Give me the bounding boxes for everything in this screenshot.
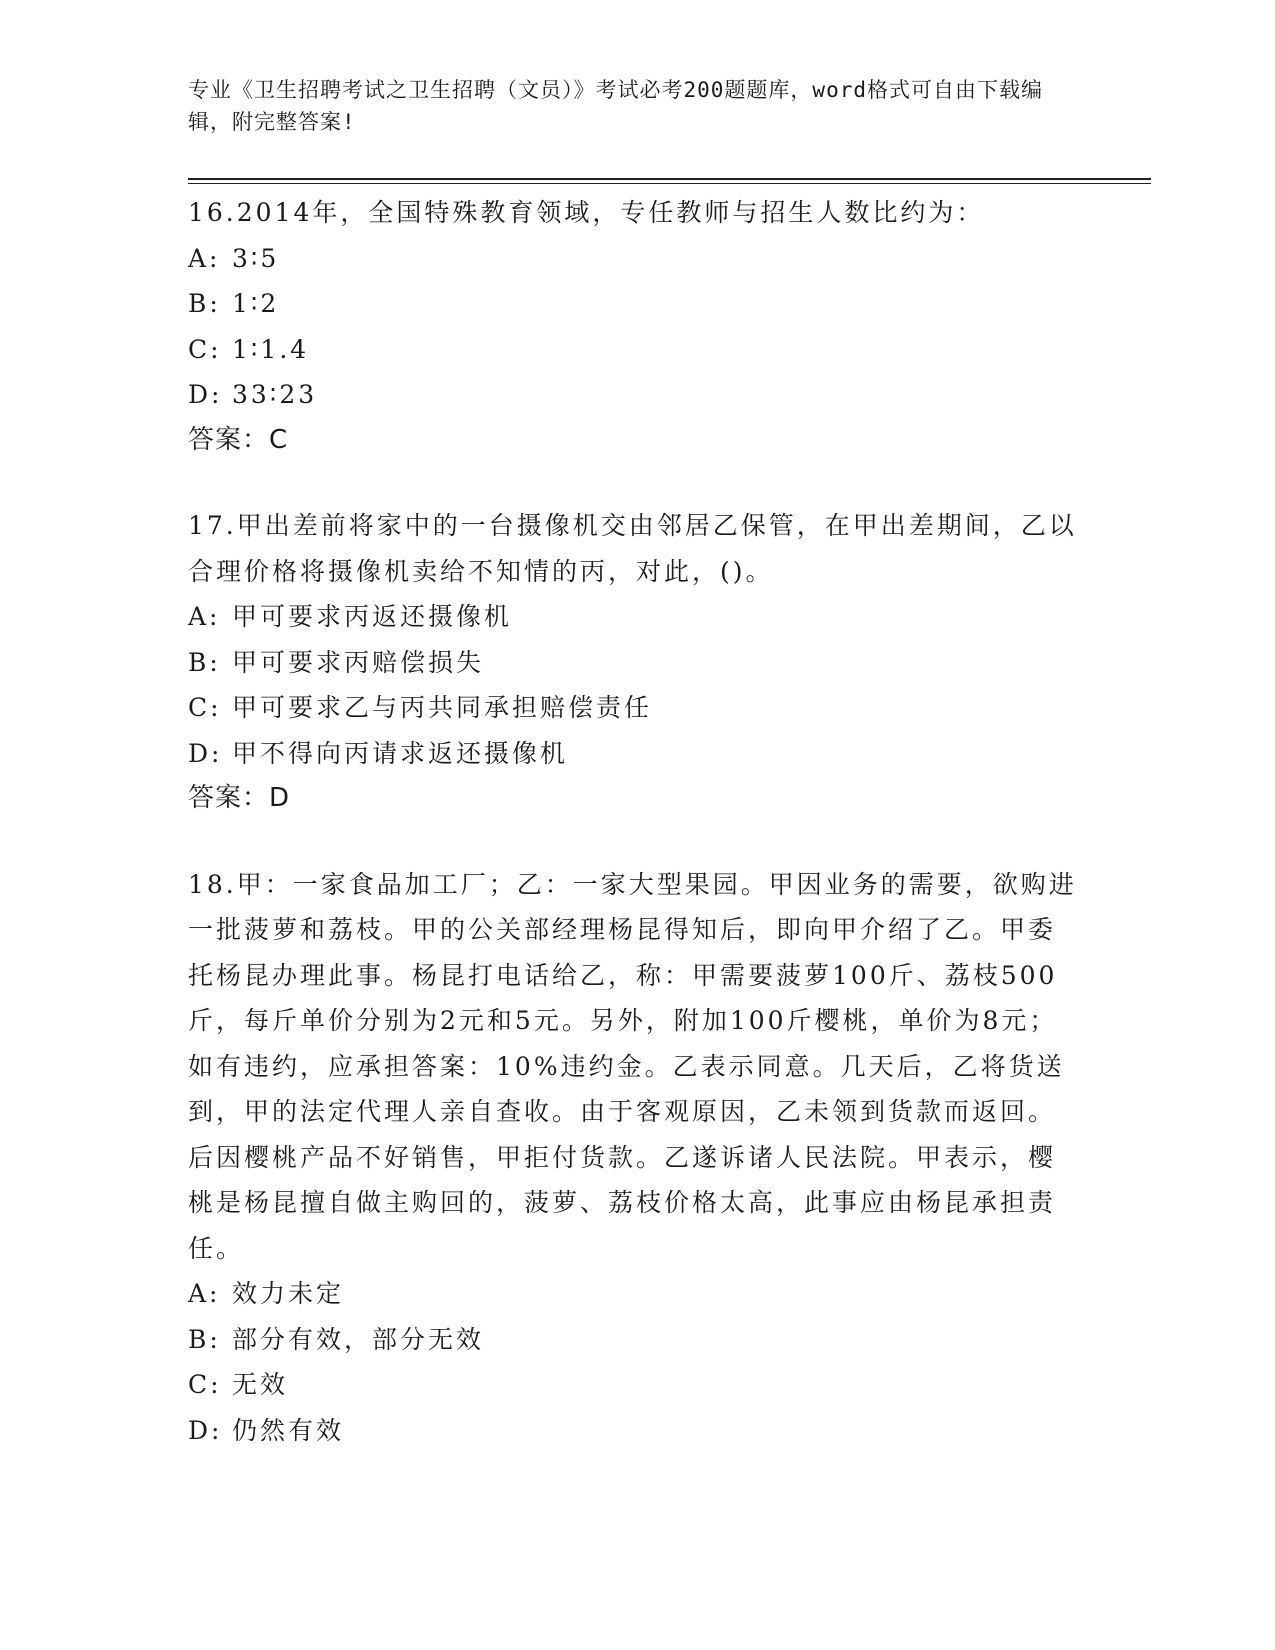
question-text: 18.甲：一家食品加工厂；乙：一家大型果园。甲因业务的需要，欲购进一批菠萝和荔枝。甲的公关部经理杨昆得知后，即向甲介绍了乙。甲委托杨昆办理此事。杨昆打电话给乙，称：甲需要菠萝100斤、荔枝500斤，每斤单价分别为2元和5元。另外，附加100斤樱桃，单价为8元；如有违约，应承担答案：10%违约金。乙表示同意。几天后，乙将货送到，甲的法定代理人亲自查收。由于客观原因，乙未领到货款而返回。后因樱桃产品不好销售，甲拒付货款。乙遂诉诸人民法院。甲表示，樱桃是杨昆擅自做主购回的，菠萝、荔枝价格太高，此事应由杨昆承担责任。 (188, 869, 1077, 1263)
option-b (188, 281, 1078, 327)
option-text: 甲可要求乙与丙共同承担赔偿责任 (232, 693, 653, 722)
option-d (188, 372, 1078, 418)
option-text: 甲可要求丙赔偿损失 (232, 647, 485, 677)
question-16 (188, 190, 1078, 463)
option-letter: D: (188, 380, 223, 409)
option-a (188, 594, 1078, 640)
option-text: 甲可要求丙返还摄像机 (232, 602, 513, 631)
option-letter: C: (188, 693, 222, 722)
option-d (188, 1408, 1078, 1454)
answer-line: 答案：D (188, 783, 291, 813)
answer-line: 答案：C (188, 424, 289, 455)
option-b (188, 1317, 1078, 1363)
option-text: 部分有效，部分无效 (232, 1324, 485, 1354)
option-letter: A: (188, 243, 221, 273)
option-b (188, 640, 1078, 686)
option-c (188, 327, 1078, 373)
question-text: 16.2014年，全国特殊教育领域，专任教师与招生人数比约为： (188, 198, 985, 227)
option-text: 无效 (232, 1370, 289, 1399)
option-text: 效力未定 (232, 1279, 345, 1308)
question-18 (188, 862, 1078, 1454)
option-c (188, 1362, 1078, 1408)
option-a (188, 236, 1078, 282)
option-letter: D: (188, 738, 223, 768)
option-letter: D: (188, 1415, 223, 1445)
option-text: 1∶2 (232, 289, 280, 318)
option-text: 3∶5 (232, 243, 280, 273)
option-text: 甲不得向丙请求返还摄像机 (232, 738, 569, 768)
option-a (188, 1271, 1078, 1317)
option-c (188, 685, 1078, 731)
option-letter: B: (188, 647, 221, 677)
option-letter: C: (188, 334, 222, 364)
option-text: 33∶23 (232, 380, 318, 409)
option-text: 1∶1.4 (232, 334, 310, 364)
question-17 (188, 503, 1078, 822)
document-header: 专业《卫生招聘考试之卫生招聘（文员）》考试必考200题题库，word格式可自由下载编辑，附完整答案! (188, 78, 1043, 134)
option-text: 仍然有效 (232, 1415, 345, 1445)
header-divider (188, 178, 1151, 184)
option-letter: C: (188, 1370, 222, 1399)
option-letter: B: (188, 1324, 221, 1354)
option-letter: A: (188, 602, 221, 631)
question-list (188, 190, 1078, 1493)
question-text: 17.甲出差前将家中的一台摄像机交由邻居乙保管，在甲出差期间，乙以合理价格将摄像机卖给不知情的丙，对此，()。 (188, 511, 1077, 586)
option-letter: A: (188, 1279, 221, 1308)
option-letter: B: (188, 289, 221, 318)
option-d (188, 731, 1078, 777)
